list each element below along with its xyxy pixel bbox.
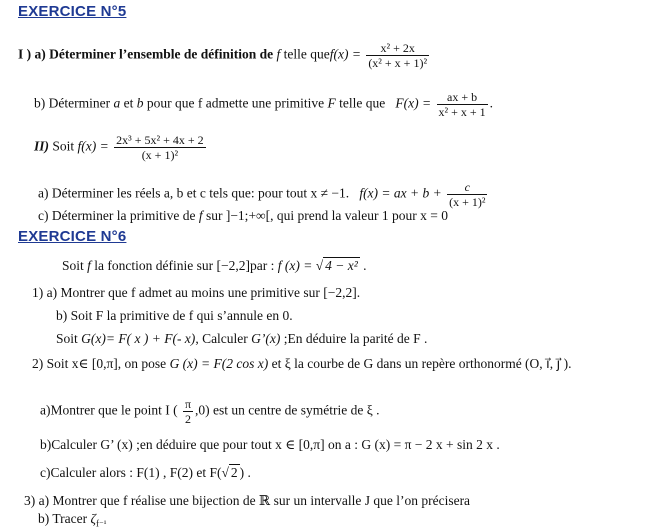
- word-soit: Soit: [52, 138, 75, 154]
- question-I-b-mid: pour que f admette une primitive: [146, 95, 325, 111]
- function-f: f: [276, 46, 281, 62]
- question-1c-end: ;En déduire la parité de F .: [283, 331, 428, 346]
- word-soit: Soit: [62, 258, 84, 273]
- question-II-label: II): [34, 138, 50, 154]
- fraction-denominator: (x + 1)²: [449, 195, 486, 209]
- fraction-II: [114, 133, 206, 162]
- word-telle-que: telle que: [339, 95, 386, 111]
- fraction-I-a: [366, 41, 429, 70]
- var-a: a: [113, 95, 121, 111]
- fx-decomposition: f(x) = ax + b +: [359, 185, 442, 201]
- word-soit: Soit: [56, 331, 78, 346]
- sqrt-expression: 2: [230, 465, 238, 480]
- question-I-a: [18, 41, 431, 70]
- question-3b-text: b) Tracer: [38, 511, 88, 526]
- question-3a: 3) a) Montrer que f réalise une bijection de ℝ sur un intervalle J que l’on précisera: [24, 493, 471, 508]
- question-II: [34, 133, 208, 162]
- fx-label: f(x) =: [329, 46, 361, 62]
- question-2a: [40, 397, 379, 426]
- Fx-label: F(x) =: [395, 95, 432, 111]
- G-definition: G(x)= F( x ) + F(- x): [81, 331, 196, 346]
- word-sur: sur: [205, 208, 223, 223]
- question-2a-text: a)Montrer que le point I (: [40, 402, 178, 418]
- fraction-numerator: 2x³ + 5x² + 4x + 2: [116, 133, 204, 147]
- question-I-a-mid: telle que: [283, 46, 330, 62]
- fraction-denominator: 2: [184, 412, 191, 426]
- question-2c-text: c)Calculer alors : F(1) , F(2) et F(: [40, 465, 222, 480]
- var-b: b: [136, 95, 144, 111]
- word-et: et: [123, 95, 134, 111]
- period: .: [489, 95, 494, 111]
- question-II-a-text: a) Déterminer les réels a, b et c tels que: pour tout x ≠ −1.: [38, 185, 350, 201]
- exercise-5-title: EXERCICE N°5: [18, 3, 127, 20]
- fraction-denominator: (x + 1)²: [141, 148, 179, 162]
- question-1c: [56, 331, 427, 347]
- intro-text: la fonction définie sur [−2,2]par :: [94, 258, 275, 273]
- question-2a-end: ,0) est un centre de symétrie de ξ .: [195, 402, 380, 418]
- question-1c-mid: , Calculer: [195, 331, 248, 346]
- question-II-c-end: , qui prend la valeur 1 pour x = 0: [270, 208, 448, 223]
- exercise-6-title: EXERCICE N°6: [18, 228, 127, 245]
- period: .: [363, 258, 367, 273]
- question-2-text: 2) Soit x∈ [0,π], on pose: [32, 356, 167, 371]
- question-2c: c)Calculer alors : F(1) , F(2) et F(√ 2 ) .: [40, 465, 251, 480]
- question-2-end: et ξ la courbe de G dans un repère orthonormé (O, i⃗, j⃗ ).: [271, 356, 572, 371]
- primitive-F: F: [327, 95, 336, 111]
- curve-subscript: f⁻¹: [95, 518, 107, 529]
- interval: ]−1;+∞[: [225, 208, 271, 223]
- curve-symbol: ζ: [90, 511, 96, 526]
- fraction-numerator: c: [447, 180, 487, 195]
- G-definition: G (x) = F(2 cos x): [169, 356, 269, 371]
- question-I-a-text: I ) a) Déterminer l’ensemble de définition de: [18, 46, 274, 62]
- fraction-numerator: π: [184, 397, 192, 411]
- fx-label: f(x) =: [77, 138, 109, 154]
- question-1a: 1) a) Montrer que f admet au moins une primitive sur [−2,2].: [32, 285, 361, 300]
- fraction-denominator: x² + x + 1: [438, 105, 486, 119]
- question-3b: [38, 511, 106, 532]
- exercise-6-intro: Soit f la fonction définie sur [−2,2]par : f (x) = √ 4 − x² .: [62, 258, 367, 273]
- question-2c-end: ) .: [239, 465, 251, 480]
- question-2b: b)Calculer G’ (x) ;en déduire que pour tout x ∈ [0,π] on a : G (x) = π − 2 x + sin 2 x .: [40, 437, 500, 452]
- fraction-II-a: [447, 180, 487, 209]
- question-I-b: [34, 90, 493, 119]
- G-prime: G’(x): [251, 331, 281, 346]
- fraction-numerator: x² + 2x: [366, 41, 429, 56]
- question-1b: b) Soit F la primitive de f qui s’annule en 0.: [56, 308, 293, 323]
- function-f: f: [198, 208, 203, 223]
- fraction-denominator: (x² + x + 1)²: [368, 56, 428, 70]
- function-f: f: [87, 258, 91, 273]
- fraction-numerator: ax + b: [437, 90, 488, 105]
- question-II-c-text: c) Déterminer la primitive de: [38, 208, 196, 223]
- fraction-pi-over-2: [183, 397, 193, 426]
- question-II-a: [38, 180, 489, 209]
- fraction-I-b: [437, 90, 488, 119]
- sqrt-expression: 4 − x²: [325, 258, 358, 273]
- fx-label: f (x) =: [277, 258, 313, 273]
- question-2: [32, 356, 572, 372]
- question-II-c: [38, 208, 448, 224]
- question-I-b-text: b) Déterminer: [34, 95, 111, 111]
